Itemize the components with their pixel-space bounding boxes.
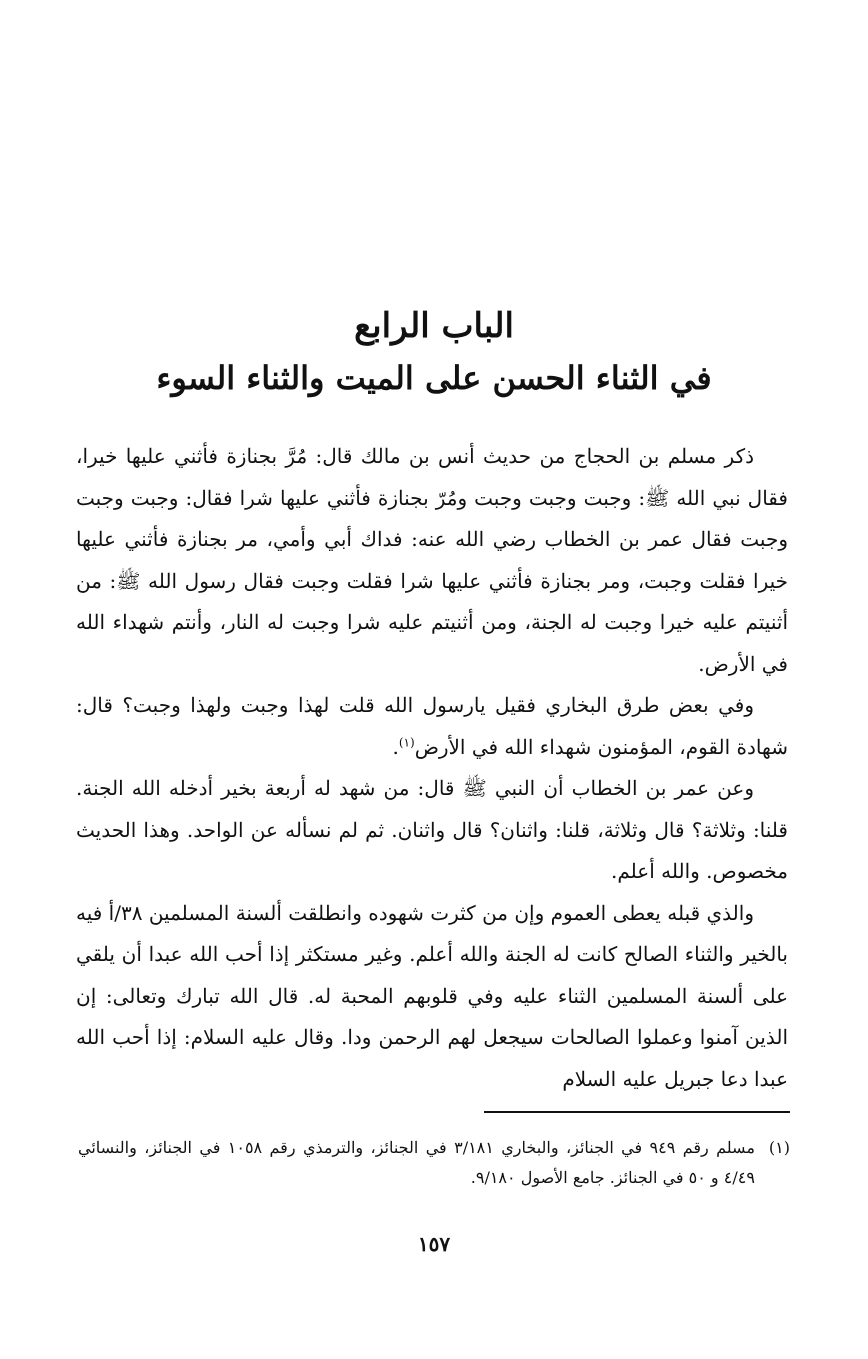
paragraph-end-punctuation: . [392,734,399,759]
body-text [76,436,788,1100]
paragraph [76,685,788,768]
chapter-subtitle: في الثناء الحسن على الميت والثناء السوء [156,359,712,397]
paragraph-text: وفي بعض طرق البخاري فقيل يارسول الله قلت لهذا وجبت ولهذا وجبت؟ قال: شهادة القوم، المؤمنون شهداء الله في الأرض [76,693,788,759]
footnote-text: مسلم رقم ٩٤٩ في الجنائز، والبخاري ٣/١٨١ في الجنائز، والترمذي رقم ١٠٥٨ في الجنائز، والنسائي ٤/٤٩ و ٥٠ في الجنائز. جامع الأصول ٩/١٨٠. [78,1138,755,1187]
page-number: ١٥٧ [417,1232,451,1256]
footnote [78,1133,790,1193]
footnote-reference[interactable]: (١) [398,734,415,749]
paragraph: وعن عمر بن الخطاب أن النبي ﷺ قال: من شهد له أربعة بخير أدخله الله الجنة. قلنا: وثلاثة؟ قال وثلاثة، قلنا: واثنان؟ قال واثنان. ثم لم نسأله عن الواحد. وهذا الحديث مخصوص. والله أعلم. [76,776,788,883]
footnote-divider [484,1111,790,1113]
paragraph: والذي قبله يعطى العموم وإن من كثرت شهوده وانطلقت ألسنة المسلمين ٣٨/أ فيه بالخير والثناء الصالح كانت له الجنة والله أعلم. وغير مستكثر إذا أحب الله عبدا أن يلقي على ألسنة المسلمين الثناء عليه وفي قلوبهم المحبة له. قال الله تبارك وتعالى: إن الذين آمنوا وعملوا الصالحات سيجعل لهم الرحمن ودا. وقال عليه السلام: إذا أحب الله عبدا دعا جبريل عليه السلام [76,900,788,1091]
paragraph: ذكر مسلم بن الحجاج من حديث أنس بن مالك قال: مُرَّ بجنازة فأثني عليها خيرا، فقال نبي الله ﷺ: وجبت وجبت وجبت ومُرّ بجنازة فأثني عليها شرا فقال: وجبت وجبت وجبت فقال عمر بن الخطاب رضي الله عنه: فداك أبي وأمي، مر بجنازة فأثني عليها خيرا فقلت وجبت، ومر بجنازة فأثني عليها شرا فقلت وجبت فقال رسول الله ﷺ: من أثنيتم عليه خيرا وجبت له الجنة، ومن أثنيتم عليه شرا وجبت له النار، وأنتم شهداء الله في الأرض. [76,444,789,676]
footnote-marker: (١) [768,1138,790,1157]
chapter-title: الباب الرابع [354,306,514,346]
